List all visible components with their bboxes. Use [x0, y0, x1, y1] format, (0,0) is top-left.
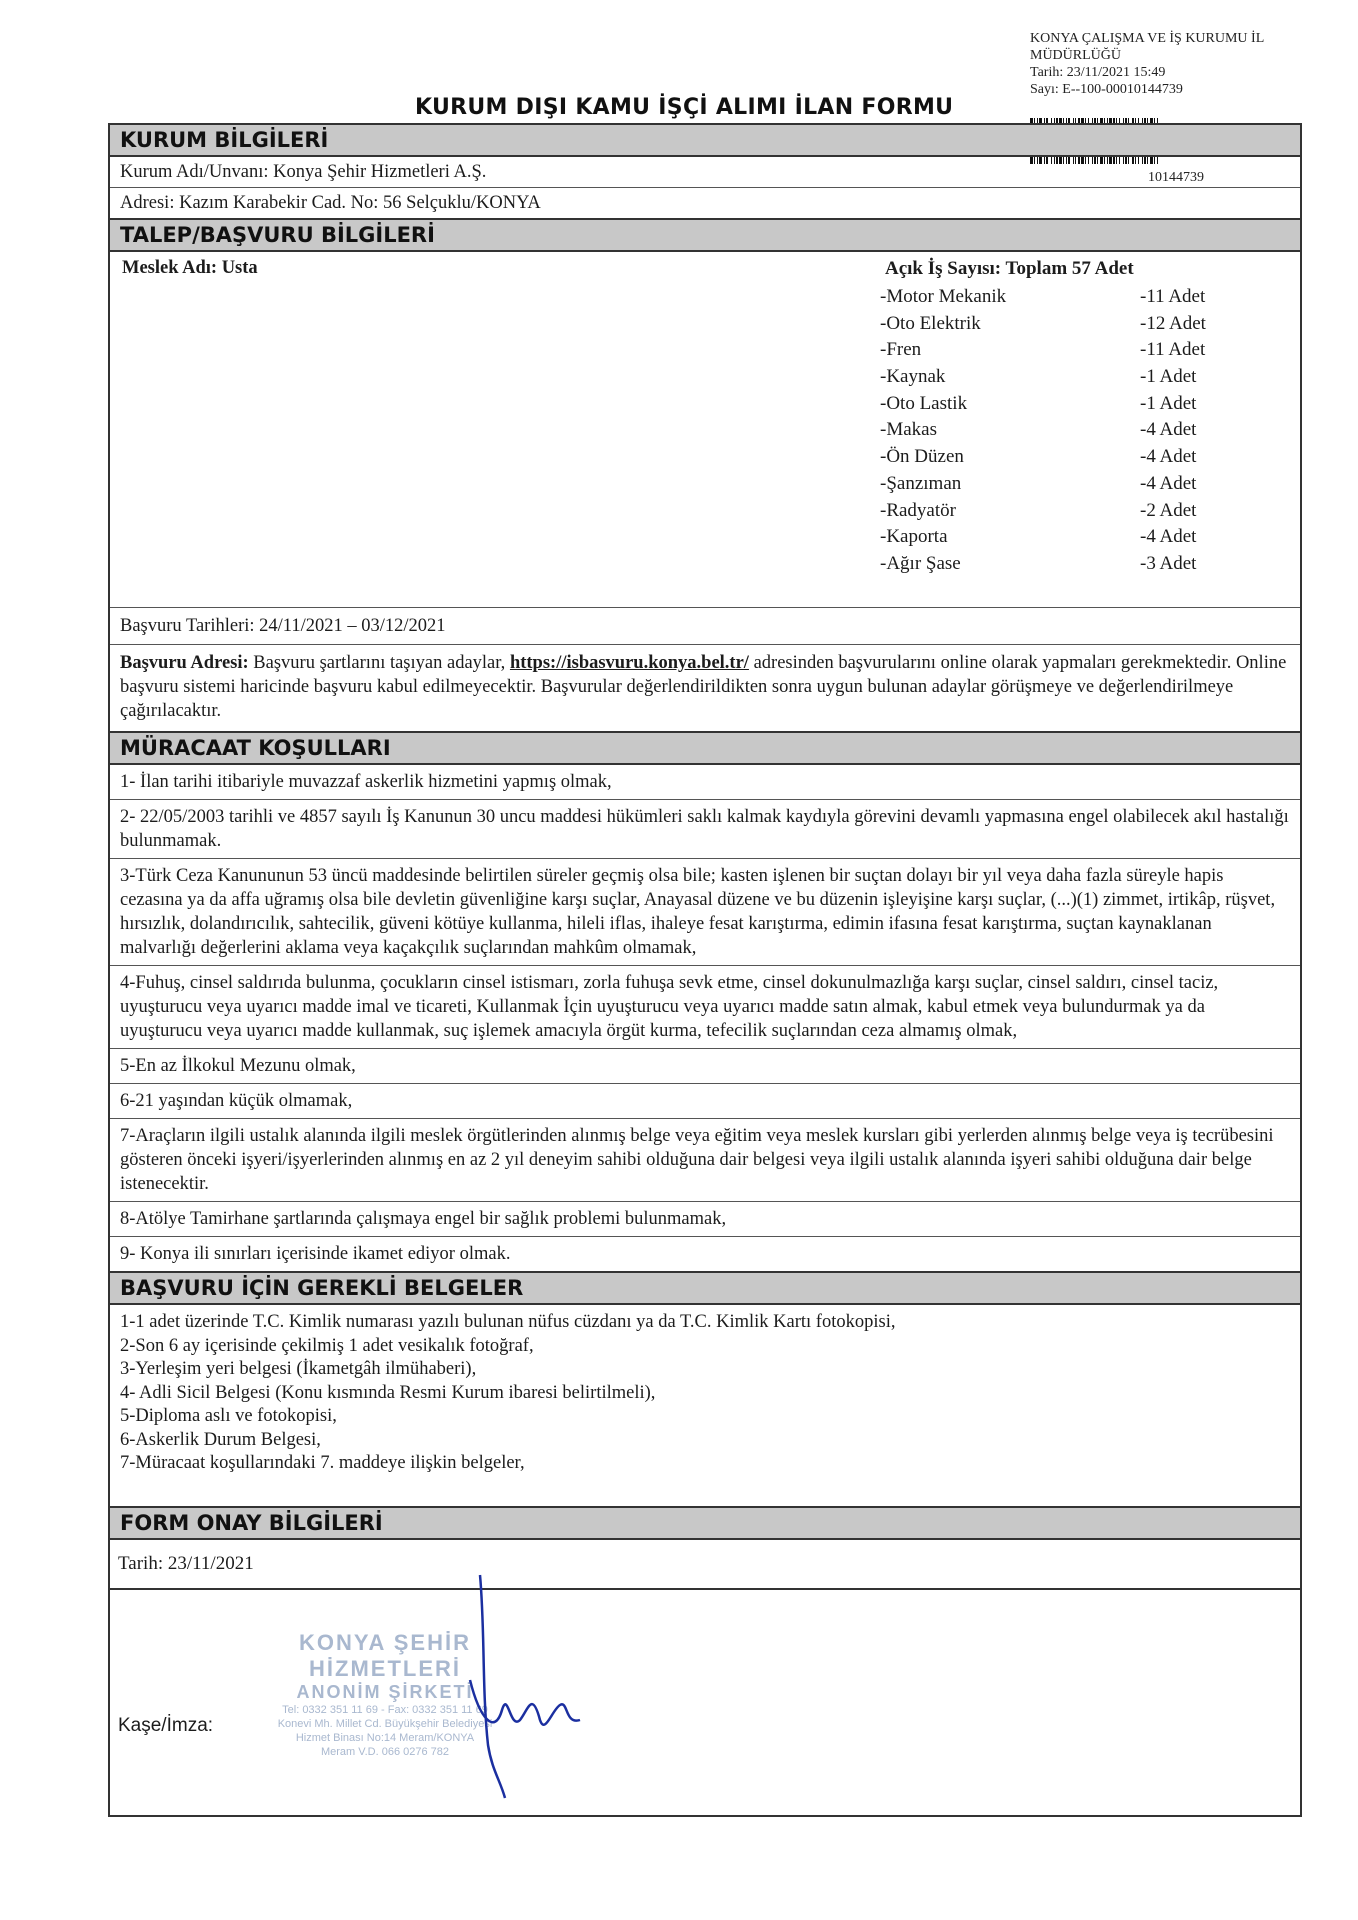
belge-item: 5-Diploma aslı ve fotokopisi,	[120, 1406, 337, 1426]
basvuru-adresi-text1: Başvuru şartlarını taşıyan adaylar,	[253, 653, 506, 673]
job-count: -3 Adet	[1140, 552, 1197, 574]
muracaat-item: 2- 22/05/2003 tarihli ve 4857 sayılı İş Kanunun 30 uncu maddesi hükümleri saklı kalmak kaydıyla görevini devamlı yapmasına engel olabilecek akıl hastalığı bulunmamak.	[110, 800, 1300, 859]
stamp-number: Sayı: E--100-00010144739	[1030, 82, 1183, 97]
job-item	[880, 551, 1230, 578]
job-count: -1 Adet	[1140, 392, 1197, 414]
seal-line-3: Tel: 0332 351 11 69 - Fax: 0332 351 11 69	[282, 1703, 488, 1716]
job-item	[880, 524, 1230, 551]
job-item	[880, 471, 1230, 498]
basvuru-adresi-label: Başvuru Adresi:	[120, 653, 249, 673]
muracaat-item: 9- Konya ili sınırları içerisinde ikamet ediyor olmak.	[120, 1244, 511, 1264]
section-onay-heading: FORM ONAY BİLGİLERİ	[110, 1508, 1300, 1540]
job-item	[880, 284, 1230, 311]
job-item	[880, 364, 1230, 391]
talep-body	[110, 252, 1300, 608]
section-belgeler-heading: BAŞVURU İÇİN GEREKLİ BELGELER	[110, 1271, 1300, 1305]
muracaat-item: 4-Fuhuş, cinsel saldırıda bulunma, çocukların cinsel istismarı, zorla fuhuşa sevk etme, cinsel dokunulmazlığa karşı suçlar, cinsel saldırı, cinsel taciz, uyuşturucu veya uyarıcı madde imal ve ticareti, Kullanmak İçin uyuşturucu veya uyarıcı madde satın almak, kabul etmek veya bulundurmak ya da uyuşturucu veya uyarıcı madde kullanmak, suç işlemek amacıyla örgüt kurma, tefecilik suçlarından ceza almamış olmak,	[110, 966, 1300, 1049]
acik-is-sayisi: Açık İş Sayısı: Toplam 57 Adet	[885, 258, 1134, 279]
stamp-office: KONYA ÇALIŞMA VE İŞ KURUMU İL MÜDÜRLÜĞÜ	[1030, 31, 1264, 63]
muracaat-item: 6-21 yaşından küçük olmamak,	[110, 1084, 1300, 1119]
kurum-name: Kurum Adı/Unvanı: Konya Şehir Hizmetleri A.Ş.	[110, 157, 1300, 188]
meslek-adi: Meslek Adı: Usta	[122, 258, 258, 278]
basvuru-adresi-text2: adresinden başvurularını online olarak yapmaları gerekmektedir. Online başvuru sistemi haricinde başvuru kabul edilmeyecektir. Başvurular değerlendirildikten sonra uygun bulunan adaylar görüşmeye ve değerlendirilmeye çağırılacaktır.	[120, 653, 1287, 721]
job-count: -4 Adet	[1140, 526, 1197, 548]
section-muracaat-heading: MÜRACAAT KOŞULLARI	[110, 731, 1300, 765]
job-name: -Oto Elektrik	[880, 312, 981, 334]
job-count: -4 Adet	[1140, 472, 1197, 494]
job-count: -12 Adet	[1140, 312, 1206, 334]
job-count: -11 Adet	[1140, 339, 1206, 361]
official-stamp-header	[1030, 30, 1340, 98]
job-item	[880, 311, 1230, 338]
muracaat-item: 1- İlan tarihi itibariyle muvazzaf askerlik hizmetini yapmış olmak,	[110, 765, 1300, 800]
basvuru-adresi	[110, 645, 1300, 731]
muracaat-item: 8-Atölye Tamirhane şartlarında çalışmaya engel bir sağlık problemi bulunmamak,	[110, 1202, 1300, 1237]
belge-item: 3-Yerleşim yeri belgesi (İkametgâh ilmühaberi),	[120, 1359, 477, 1379]
basvuru-url-link[interactable]: https://isbasvuru.konya.bel.tr/	[509, 653, 749, 673]
job-count: -2 Adet	[1140, 499, 1197, 521]
muracaat-item: 3-Türk Ceza Kanununun 53 üncü maddesinde belirtilen süreler geçmiş olsa bile; kasten işlenen bir suçtan dolayı bir yıl veya daha fazla süreyle hapis cezasına ya da affa uğramış olsa bile devletin güvenliğine karşı suçlar, Anayasal düzene ve bu düzenin işleyişine karşı suçlar, (...)(1) zimmet, irtikâp, rüşvet, hırsızlık, dolandırıcılık, sahtecilik, güveni kötüye kullanma, hileli iflas, ihaleye fesat karıştırma, edimin ifasına fesat karıştırma, suçtan kaynaklanan malvarlığı değerlerini aklama veya kaçakçılık suçlarından mahkûm olmamak,	[110, 859, 1300, 966]
section-talep-heading: TALEP/BAŞVURU BİLGİLERİ	[110, 218, 1300, 252]
job-name: -Fren	[880, 339, 922, 361]
job-name: -Oto Lastik	[880, 392, 968, 414]
basvuru-tarihleri: Başvuru Tarihleri: 24/11/2021 – 03/12/2021	[110, 608, 1300, 645]
form-title: KURUM DIŞI KAMU İŞÇİ ALIMI İLAN FORMU	[415, 95, 954, 120]
job-name: -Motor Mekanik	[880, 286, 1007, 307]
onay-date: Tarih: 23/11/2021	[110, 1540, 1300, 1590]
kase-row	[110, 1590, 1300, 1815]
belge-item: 2-Son 6 ay içerisinde çekilmiş 1 adet vesikalık fotoğraf,	[120, 1335, 534, 1356]
seal-line-4: Konevi Mh. Millet Cd. Büyükşehir Belediyesi	[277, 1717, 493, 1730]
kurum-address: Adresi: Kazım Karabekir Cad. No: 56 Selçuklu/KONYA	[120, 193, 541, 213]
seal-line-2: ANONİM ŞİRKETİ	[296, 1681, 474, 1702]
muracaat-item: 5-En az İlkokul Mezunu olmak,	[110, 1049, 1300, 1084]
job-name: -Makas	[880, 419, 937, 441]
job-item	[880, 391, 1230, 418]
job-name: -Kaynak	[880, 366, 946, 388]
section-kurum-heading: KURUM BİLGİLERİ	[110, 123, 1300, 157]
muracaat-list	[110, 765, 1300, 1271]
job-item	[880, 498, 1230, 525]
job-name: -Ağır Şase	[880, 552, 961, 574]
job-count: -11 Adet	[1140, 286, 1206, 307]
job-name: -Kaporta	[880, 526, 948, 548]
job-list	[880, 284, 1230, 578]
belge-item: 7-Müracaat koşullarındaki 7. maddeye ilişkin belgeler,	[120, 1453, 525, 1473]
stamp-date: Tarih: 23/11/2021 15:49	[1030, 65, 1166, 80]
seal-line-1: KONYA ŞEHİR HİZMETLERİ	[299, 1629, 471, 1681]
job-count: -4 Adet	[1140, 419, 1197, 441]
seal-line-6: Meram V.D. 066 0276 782	[320, 1745, 449, 1758]
barcode-number: 10144739	[1148, 170, 1204, 185]
kase-label: Kaşe/İmza:	[118, 1714, 214, 1736]
job-item	[880, 444, 1230, 471]
job-count: -4 Adet	[1140, 446, 1197, 468]
job-item	[880, 337, 1230, 364]
belge-list	[110, 1305, 1300, 1508]
belge-item: 4- Adli Sicil Belgesi (Konu kısmında Resmi Kurum ibaresi belirtilmeli),	[120, 1382, 656, 1403]
muracaat-item: 7-Araçların ilgili ustalık alanında ilgili meslek örgütlerinden alınmış belge veya eğitim veya meslek kursları gibi yerlerden alınmış belge veya iş tecrübesini gösteren önceki işyeri/işyerlerinden alınmış en az 2 yıl deneyim sahibi olduğuna dair belgesi veya ilgili ustalık alanında işyeri sahibi olduğuna dair belge istenecektir.	[110, 1119, 1300, 1202]
job-item	[880, 417, 1230, 444]
job-name: -Ön Düzen	[880, 446, 964, 468]
announcement-form	[108, 123, 1302, 1817]
belge-item: 1-1 adet üzerinde T.C. Kimlik numarası yazılı bulunan nüfus cüzdanı ya da T.C. Kimlik Kartı fotokopisi,	[120, 1312, 896, 1332]
job-name: -Radyatör	[880, 499, 956, 521]
job-name: -Şanzıman	[880, 472, 962, 494]
job-count: -1 Adet	[1140, 366, 1197, 388]
signature	[440, 1570, 640, 1800]
seal-line-5: Hizmet Binası No:14 Meram/KONYA	[295, 1731, 475, 1744]
belge-item: 6-Askerlik Durum Belgesi,	[120, 1429, 321, 1450]
